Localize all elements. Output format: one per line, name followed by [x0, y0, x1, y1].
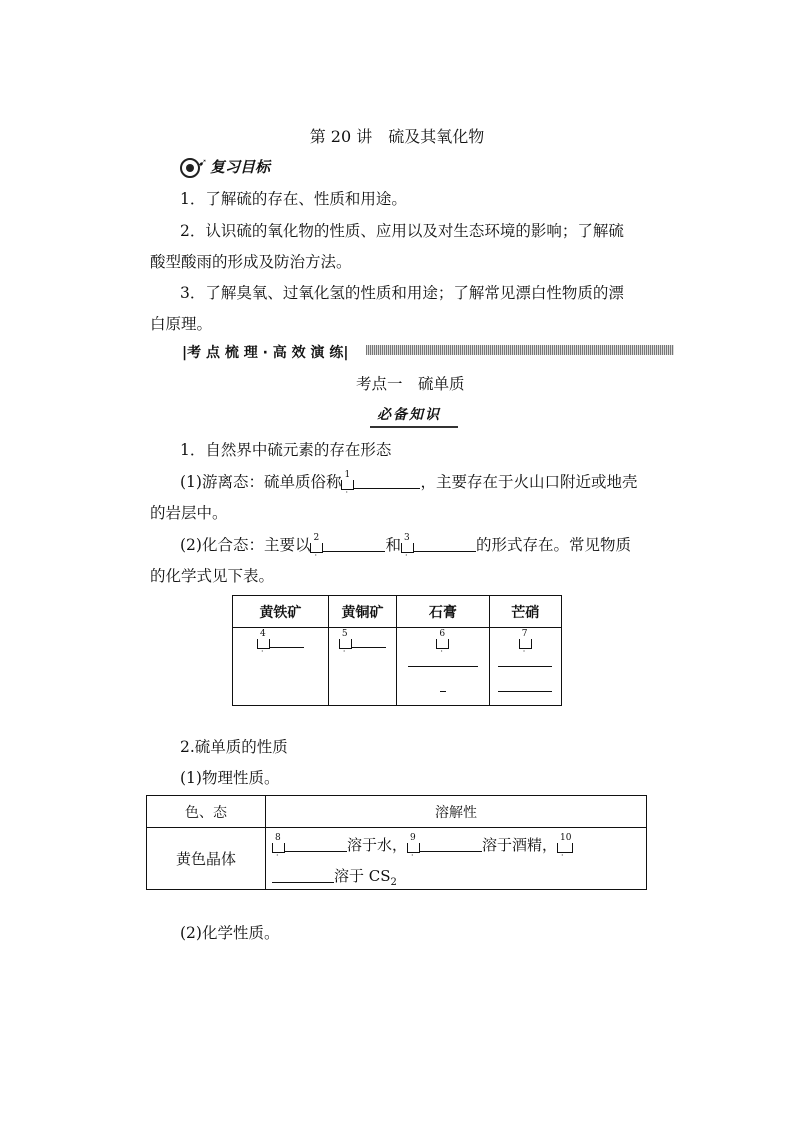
td-pyrite [233, 628, 329, 706]
answer-blank-2[interactable] [323, 536, 385, 552]
answer-blank-9[interactable] [420, 836, 482, 852]
blank-marker-5: 5 · [339, 633, 352, 649]
answer-blank-8[interactable] [285, 836, 347, 852]
p1b-post: 的形式存在。常见物质 [475, 536, 631, 554]
p2a: (1)物理性质。 [180, 769, 280, 787]
blank-marker-8: 8 · [272, 837, 285, 853]
answer-blank-7-cont [498, 681, 552, 692]
blank-marker-1: 1 · [341, 474, 354, 490]
td-yellow-crystal: 黄色晶体 [147, 828, 266, 890]
sol-cs2-subscript: 2 [390, 877, 397, 888]
th-gypsum: 石膏 [397, 596, 489, 628]
banner-bar [366, 345, 674, 355]
th-mirabilite: 芒硝 [489, 596, 562, 628]
th-color-state: 色、态 [147, 796, 266, 828]
arrow-icon: ➹ [198, 156, 208, 169]
blank-marker-3: 3 · [401, 537, 414, 553]
blank-marker-2: 2 · [310, 537, 323, 553]
p1b-pre: (2)化合态：主要以 [180, 536, 311, 554]
p2b: (2)化学性质。 [180, 924, 280, 942]
review-item-3: 3．了解臭氧、过氧化氢的性质和用途；了解常见漂白性物质的漂 [180, 284, 624, 302]
section-banner: |考 点 梳 理 · 高 效 演 练| [182, 345, 349, 361]
p1b-mid: 和 [385, 536, 401, 554]
blank-marker-10: 10 · [557, 837, 573, 853]
answer-blank-1[interactable] [354, 473, 420, 489]
p1b-line [180, 533, 631, 560]
p1a-pre: (1)游离态：硫单质俗称 [180, 473, 342, 491]
answer-blank-6-tail [440, 681, 446, 692]
td-chalcopyrite [328, 628, 396, 706]
review-heading: 复习目标 [210, 158, 271, 176]
answer-blank-10[interactable] [272, 867, 334, 883]
review-item-2-cont: 酸型酸雨的形成及防治方法。 [150, 253, 352, 271]
review-item-1: 1．了解硫的存在、性质和用途。 [180, 190, 407, 208]
p1-title: 1．自然界中硫元素的存在形态 [180, 441, 392, 459]
p1a-line [180, 470, 638, 497]
blank-marker-7: 7 · [519, 633, 532, 649]
p2-title: 2.硫单质的性质 [180, 738, 288, 756]
review-item-2: 2．认识硫的氧化物的性质、应用以及对生态环境的影响；了解硫 [180, 222, 624, 240]
sol-cs2: 溶于 CS [334, 867, 391, 885]
properties-table [146, 795, 647, 890]
review-item-3-cont: 白原理。 [150, 315, 213, 333]
td-mirabilite [489, 628, 562, 706]
answer-blank-3[interactable] [414, 536, 476, 552]
p1b-cont: 的化学式见下表。 [150, 567, 275, 585]
section-heading: 考点一 硫单质 [356, 375, 465, 393]
answer-blank-5[interactable] [352, 632, 386, 648]
sol-alcohol: 溶于酒精， [482, 836, 558, 854]
blank-marker-6: 6 · [436, 633, 449, 649]
target-icon [180, 158, 200, 178]
subsection-heading: 必备知识 [377, 407, 441, 423]
subsection-underline [370, 426, 458, 428]
p1a-cont: 的岩层中。 [150, 504, 228, 522]
blank-marker-9: 9 · [407, 837, 420, 853]
answer-blank-4[interactable] [270, 632, 304, 648]
blank-marker-4: 4 · [257, 633, 270, 649]
minerals-table [232, 595, 562, 706]
td-solubility [266, 828, 647, 890]
th-chalcopyrite: 黄铜矿 [328, 596, 396, 628]
th-solubility: 溶解性 [266, 796, 647, 828]
th-pyrite: 黄铁矿 [233, 596, 329, 628]
page-title: 第 20 讲 硫及其氧化物 [309, 127, 485, 146]
sol-water: 溶于水， [347, 836, 408, 854]
td-gypsum [397, 628, 489, 706]
p1a-post: ，主要存在于火山口附近或地壳 [420, 473, 638, 491]
